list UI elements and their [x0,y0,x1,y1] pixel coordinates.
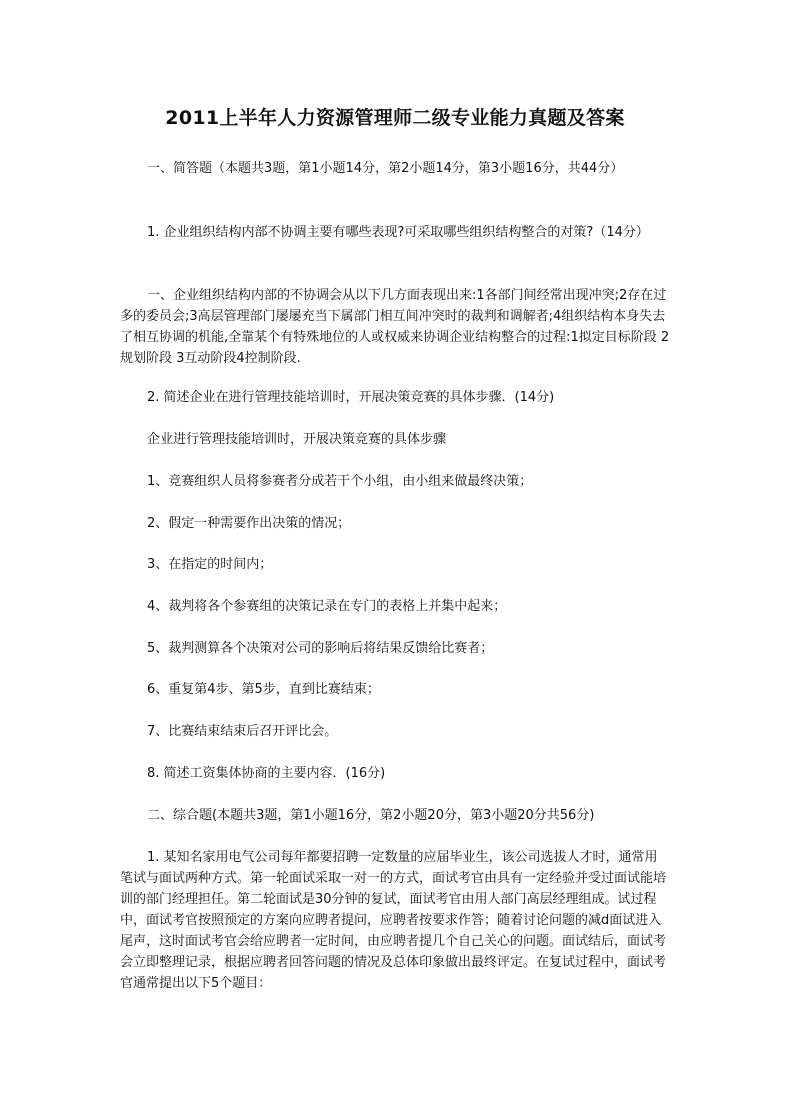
answer-2-step-5: 5、裁判测算各个决策对公司的影响后将结果反馈给比赛者； [147,641,494,656]
answer-2-step-2: 2、假定一种需要作出决策的情况； [147,516,351,531]
section-2-header: 二、综合题(本题共3题，第1小题16分，第2小题20分，第3小题20分共56分) [147,808,595,823]
answer-2-step-3: 3、在指定的时间内； [147,557,273,572]
answer-2-step-1: 1、竞赛组织人员将参赛者分成若干个小组，由小组来做最终决策； [147,474,533,489]
answer-2-step-6: 6、重复第4步、第5步，直到比赛结束； [147,682,380,697]
question-3: 8. 简述工资集体协商的主要内容．(16分) [147,766,386,781]
answer-2-intro: 企业进行管理技能培训时，开展决策竞赛的具体步骤 [147,432,447,447]
answer-1: 一、企业组织结构内部的不协调会从以下几方面表现出来:1各部门间经常出现冲突;2存在过多的委员会;3高层管理部门屡屡充当下属部门相互间冲突时的裁判和调解者;4组织结构本身失去了相互协调的机能,全靠某个有特殊地位的人或权威来协调企业结构整合的过程:1拟定目标阶段 2规划阶段 3互动阶段4控制阶段. [120,288,670,366]
question-1: 1. 企业组织结构内部不协调主要有哪些表现?可采取哪些组织结构整合的对策?（14分） [147,225,649,240]
answer-2-step-4: 4、裁判将各个参赛组的决策记录在专门的表格上并集中起来； [147,599,507,614]
answer-2-step-7: 7、比赛结束结束后召开评比会。 [147,724,338,739]
case-1-text: 1. 某知名家用电气公司每年都要招聘一定数量的应届毕业生，该公司选拔人才时，通常用笔试与面试两种方式。第一轮面试采取一对一的方式，面试考官由具有一定经验并受过面试能培训的部门经理担任。第二轮面试是30分钟的复试，面试考官由用人部门高层经理组成。试过程中，面试考官按照预定的方案向应聘者提问，应聘者按要求作答；随着讨论问题的减d面试进入尾声，这时面试考官会给应聘者一定时间，由应聘者提几个自己关心的问题。面试结后，面试考会立即整理记录，根据应聘者回答问题的情况及总体印象做出最终评定。在复试过程中，面试考官通常提出以下5个题目： [120,850,667,991]
question-2: 2. 简述企业在进行管理技能培训时，开展决策竞赛的具体步骤．(14分) [147,390,555,405]
document-title: 2011上半年人力资源管理师二级专业能力真题及答案 [165,107,625,129]
section-1-header: 一、简答题（本题共3题，第1小题14分，第2小题14分，第3小题16分，共44分） [147,161,624,176]
